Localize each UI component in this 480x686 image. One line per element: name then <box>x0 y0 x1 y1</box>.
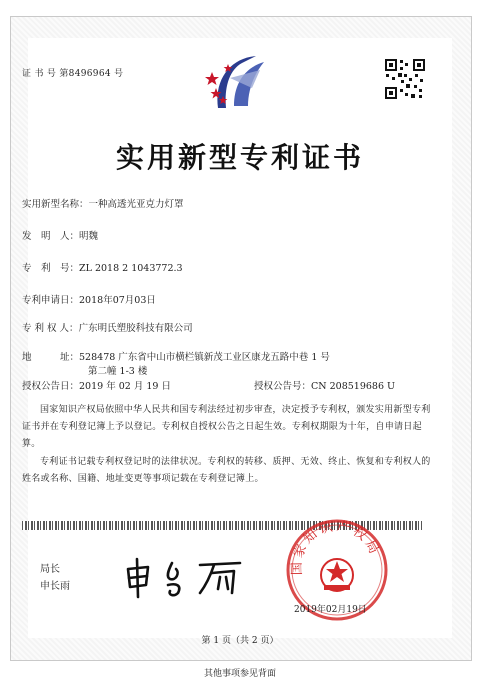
patent-number-row <box>22 260 183 274</box>
seal-date: 2019年02月19日 <box>294 605 367 615</box>
address-value: 528478 广东省中山市横栏镇新茂工业区康龙五路中巷 1 号 <box>79 352 330 363</box>
inventor-label: 发 明 人： <box>22 231 80 242</box>
utility-name-row <box>22 196 184 210</box>
address-label: 地 址： <box>22 352 80 363</box>
page-number: 第 1 页（共 2 页） <box>201 636 279 646</box>
address-row-2 <box>88 363 147 377</box>
filing-date-row <box>22 292 156 306</box>
seal-text: 国家知识产权局 <box>289 518 383 576</box>
certificate-serial: 证 书 号 第8496964 号 <box>22 69 124 79</box>
grant-number-value: CN 208519686 U <box>311 381 396 392</box>
grant-date-row <box>22 378 171 392</box>
inventor-row <box>22 228 98 242</box>
patentee-value: 广东明氏塑胶科技有限公司 <box>78 323 193 334</box>
filing-date-label: 专利申请日： <box>22 295 80 306</box>
director-title: 局长 <box>40 564 60 575</box>
cnipa-logo-icon <box>204 50 270 112</box>
grant-date-label: 授权公告日： <box>22 381 80 392</box>
grant-number-row <box>254 378 395 392</box>
director-name: 申长雨 <box>40 581 70 592</box>
address-value-2: 第二幢 1-3 楼 <box>88 366 148 377</box>
patentee-label: 专 利 权 人： <box>22 323 79 334</box>
filing-date-value: 2018年07月03日 <box>79 295 156 306</box>
certificate-title: 实用新型专利证书 <box>115 141 364 174</box>
director-signature-icon <box>122 555 262 600</box>
patentee-row <box>22 320 193 334</box>
inventor-value: 明魏 <box>79 231 99 242</box>
qr-code-icon <box>384 58 426 100</box>
legal-status-paragraph: 专利证书记载专利权登记时的法律状况。专利权的转移、质押、无效、终止、恢复和专利权人的姓名或名称、国籍、地址变更等事项记载在专利登记簿上。 <box>22 457 431 484</box>
grant-date-value: 2019 年 02 月 19 日 <box>79 381 171 392</box>
grant-number-label: 授权公告号： <box>254 381 312 392</box>
utility-name-value: 一种高透光亚克力灯罩 <box>88 199 184 210</box>
grant-statement-paragraph: 国家知识产权局依照中华人民共和国专利法经过初步审查，决定授予专利权，颁发实用新型专利证书并在专利登记簿上予以登记。专利权自授权公告之日起生效。专利权期限为十年，自申请日起算。 <box>22 405 431 449</box>
patent-number-label: 专 利 号： <box>22 263 80 274</box>
footer-note: 其他事项参见背面 <box>203 669 276 679</box>
patent-number-value: ZL 2018 2 1043772.3 <box>79 263 183 274</box>
utility-name-label: 实用新型名称： <box>22 199 89 210</box>
address-row <box>22 349 330 363</box>
